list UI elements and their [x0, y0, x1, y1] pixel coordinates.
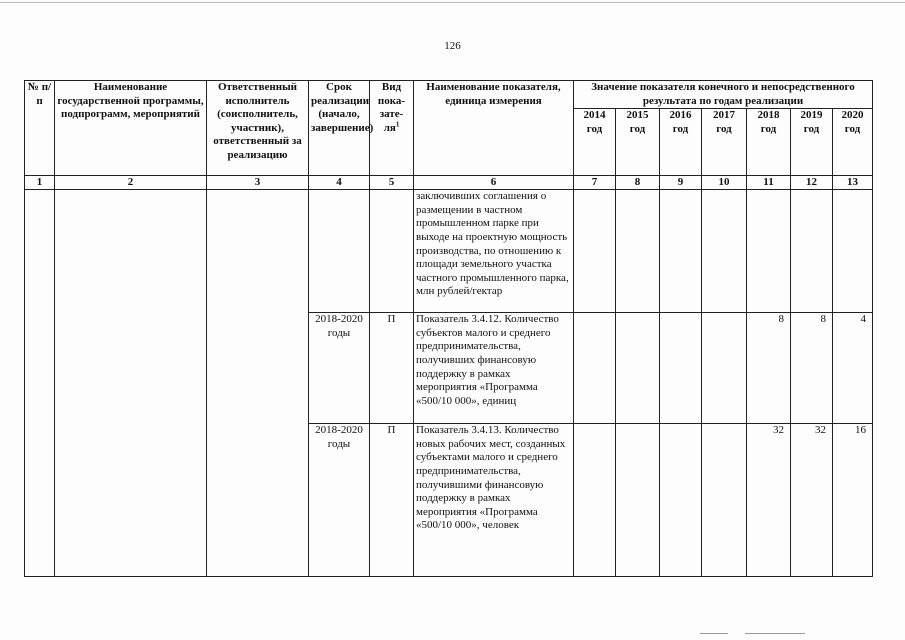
term-cell: 2018-2020 годы: [309, 424, 370, 577]
page-number: 126: [444, 40, 461, 52]
kind-cell: П: [370, 424, 414, 577]
column-number-row: [25, 176, 873, 190]
indicator-cell: Показатель 3.4.12. Количество субъектов малого и среднего предпринимательства, получивших финансовую поддержку в рамках мероприятия «Программа «500/10 000», единиц: [414, 313, 574, 424]
value-cell: [791, 190, 833, 313]
header-kind: [370, 81, 414, 176]
table-row: [25, 190, 873, 313]
indicator-cell: заключивших соглашения о размещении в частном промышленном парке при выходе на проектную мощность производства, по отношению к площади земельного участка частного промышленного парка, млн рублей/гектар: [414, 190, 574, 313]
term-cell: 2018-2020 годы: [309, 313, 370, 424]
term-cell: [309, 190, 370, 313]
row-number-cell: [25, 190, 55, 577]
value-cell: [574, 313, 616, 424]
column-number: 4: [309, 176, 370, 190]
value-cell: 32: [791, 424, 833, 577]
header-row-1: [25, 81, 873, 109]
column-number: 13: [833, 176, 873, 190]
value-cell: 8: [747, 313, 791, 424]
column-number: 8: [616, 176, 660, 190]
value-cell: [702, 313, 747, 424]
column-number: 11: [747, 176, 791, 190]
header-year: 2017 год: [702, 109, 747, 176]
column-number: 7: [574, 176, 616, 190]
column-number: 12: [791, 176, 833, 190]
indicator-cell: Показатель 3.4.13. Количество новых рабочих мест, созданных субъектами малого и среднего предпринимательства, получившими финансовую поддержку в рамках мероприятия «Программа «500/10 000», человек: [414, 424, 574, 577]
column-number: 9: [660, 176, 702, 190]
value-cell: [660, 424, 702, 577]
header-values-group: Значение показателя конечного и непосредственного результата по годам реализации: [574, 81, 873, 109]
header-year: 2019 год: [791, 109, 833, 176]
column-number: 6: [414, 176, 574, 190]
scan-mark: [700, 633, 728, 634]
value-cell: [660, 313, 702, 424]
header-executor: Ответственный исполнитель (соисполнитель, участник), ответственный за реализацию: [207, 81, 309, 176]
value-cell: [702, 424, 747, 577]
column-number: 10: [702, 176, 747, 190]
value-cell: [616, 424, 660, 577]
value-cell: [616, 313, 660, 424]
header-year: 2018 год: [747, 109, 791, 176]
header-year: 2020 год: [833, 109, 873, 176]
header-kind-text: Вид пока-зате-ля: [377, 81, 406, 134]
value-cell: 8: [791, 313, 833, 424]
header-indicator: Наименование показателя, единица измерения: [414, 81, 574, 176]
kind-cell: [370, 190, 414, 313]
column-number: 5: [370, 176, 414, 190]
program-name-cell: [55, 190, 207, 577]
value-cell: [747, 190, 791, 313]
column-number: 1: [25, 176, 55, 190]
value-cell: 16: [833, 424, 873, 577]
header-year: 2015 год: [616, 109, 660, 176]
header-number: № п/п: [25, 81, 55, 176]
value-cell: [702, 190, 747, 313]
value-cell: [833, 190, 873, 313]
value-cell: 32: [747, 424, 791, 577]
header-term: Срок реализации (начало, завершение): [309, 81, 370, 176]
scan-mark: [745, 633, 805, 634]
header-year: 2016 год: [660, 109, 702, 176]
value-cell: [660, 190, 702, 313]
header-year: 2014 год: [574, 109, 616, 176]
column-number: 3: [207, 176, 309, 190]
value-cell: [574, 190, 616, 313]
executor-cell: [207, 190, 309, 577]
header-program-name: Наименование государственной программы, подпрограмм, мероприятий: [55, 81, 207, 176]
column-number: 2: [55, 176, 207, 190]
value-cell: [616, 190, 660, 313]
scan-top-line: [0, 2, 905, 3]
header-kind-footnote: 1: [395, 120, 400, 129]
indicators-table: [24, 80, 873, 577]
kind-cell: П: [370, 313, 414, 424]
value-cell: [574, 424, 616, 577]
value-cell: 4: [833, 313, 873, 424]
